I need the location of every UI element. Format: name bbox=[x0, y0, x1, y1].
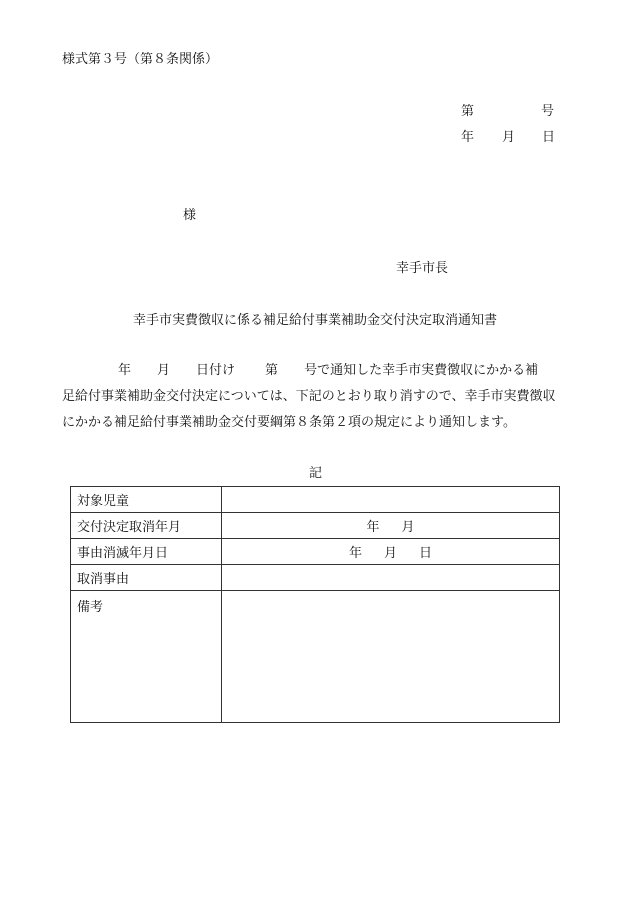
end-year: 年 bbox=[348, 546, 362, 561]
label-cancel-reason: 取消事由 bbox=[71, 565, 222, 591]
reference-go: 号 bbox=[541, 104, 555, 119]
ki-heading: 記 bbox=[309, 466, 323, 481]
table-row bbox=[71, 591, 560, 723]
value-reason-end-date bbox=[222, 539, 560, 565]
table-row bbox=[71, 539, 560, 565]
document-title: 幸手市実費徴収に係る補足給付事業補助金交付決定取消通知書 bbox=[132, 313, 497, 328]
body-line1-rest: 号で通知した幸手市実費徴収にかかる補 bbox=[304, 363, 539, 378]
end-month: 月 bbox=[383, 546, 397, 561]
cancel-month: 月 bbox=[401, 520, 415, 535]
table-row bbox=[71, 565, 560, 591]
value-target-child bbox=[222, 487, 560, 513]
table-row bbox=[71, 487, 560, 513]
date-month: 月 bbox=[502, 130, 516, 145]
value-remarks bbox=[222, 591, 560, 723]
label-remarks: 備考 bbox=[71, 591, 222, 723]
body-year: 年 bbox=[118, 363, 132, 378]
body-line-3: にかかる補足給付事業補助金交付要綱第８条第２項の規定により通知します。 bbox=[62, 415, 516, 430]
body-month: 月 bbox=[157, 363, 171, 378]
notice-body bbox=[62, 358, 572, 436]
cancel-year: 年 bbox=[366, 520, 380, 535]
body-dated: 日付け bbox=[196, 363, 236, 378]
end-day: 日 bbox=[419, 546, 433, 561]
details-table bbox=[70, 486, 560, 723]
date-day: 日 bbox=[542, 130, 556, 145]
body-dai: 第 bbox=[265, 363, 279, 378]
table-row bbox=[71, 513, 560, 539]
date-year: 年 bbox=[461, 130, 475, 145]
reference-dai: 第 bbox=[461, 104, 475, 119]
form-number: 様式第３号（第８条関係） bbox=[62, 52, 219, 67]
label-reason-end-date: 事由消滅年月日 bbox=[71, 539, 222, 565]
value-cancel-reason bbox=[222, 565, 560, 591]
label-target-child: 対象児童 bbox=[71, 487, 222, 513]
addressee-suffix: 様 bbox=[183, 208, 197, 223]
label-cancel-year-month: 交付決定取消年月 bbox=[71, 513, 222, 539]
issuer-name: 幸手市長 bbox=[396, 261, 449, 276]
value-cancel-year-month bbox=[222, 513, 560, 539]
body-line-2: 足給付事業補助金交付決定については、下記のとおり取り消すので、幸手市実費徴収 bbox=[62, 389, 556, 404]
body-line-1 bbox=[62, 358, 572, 384]
